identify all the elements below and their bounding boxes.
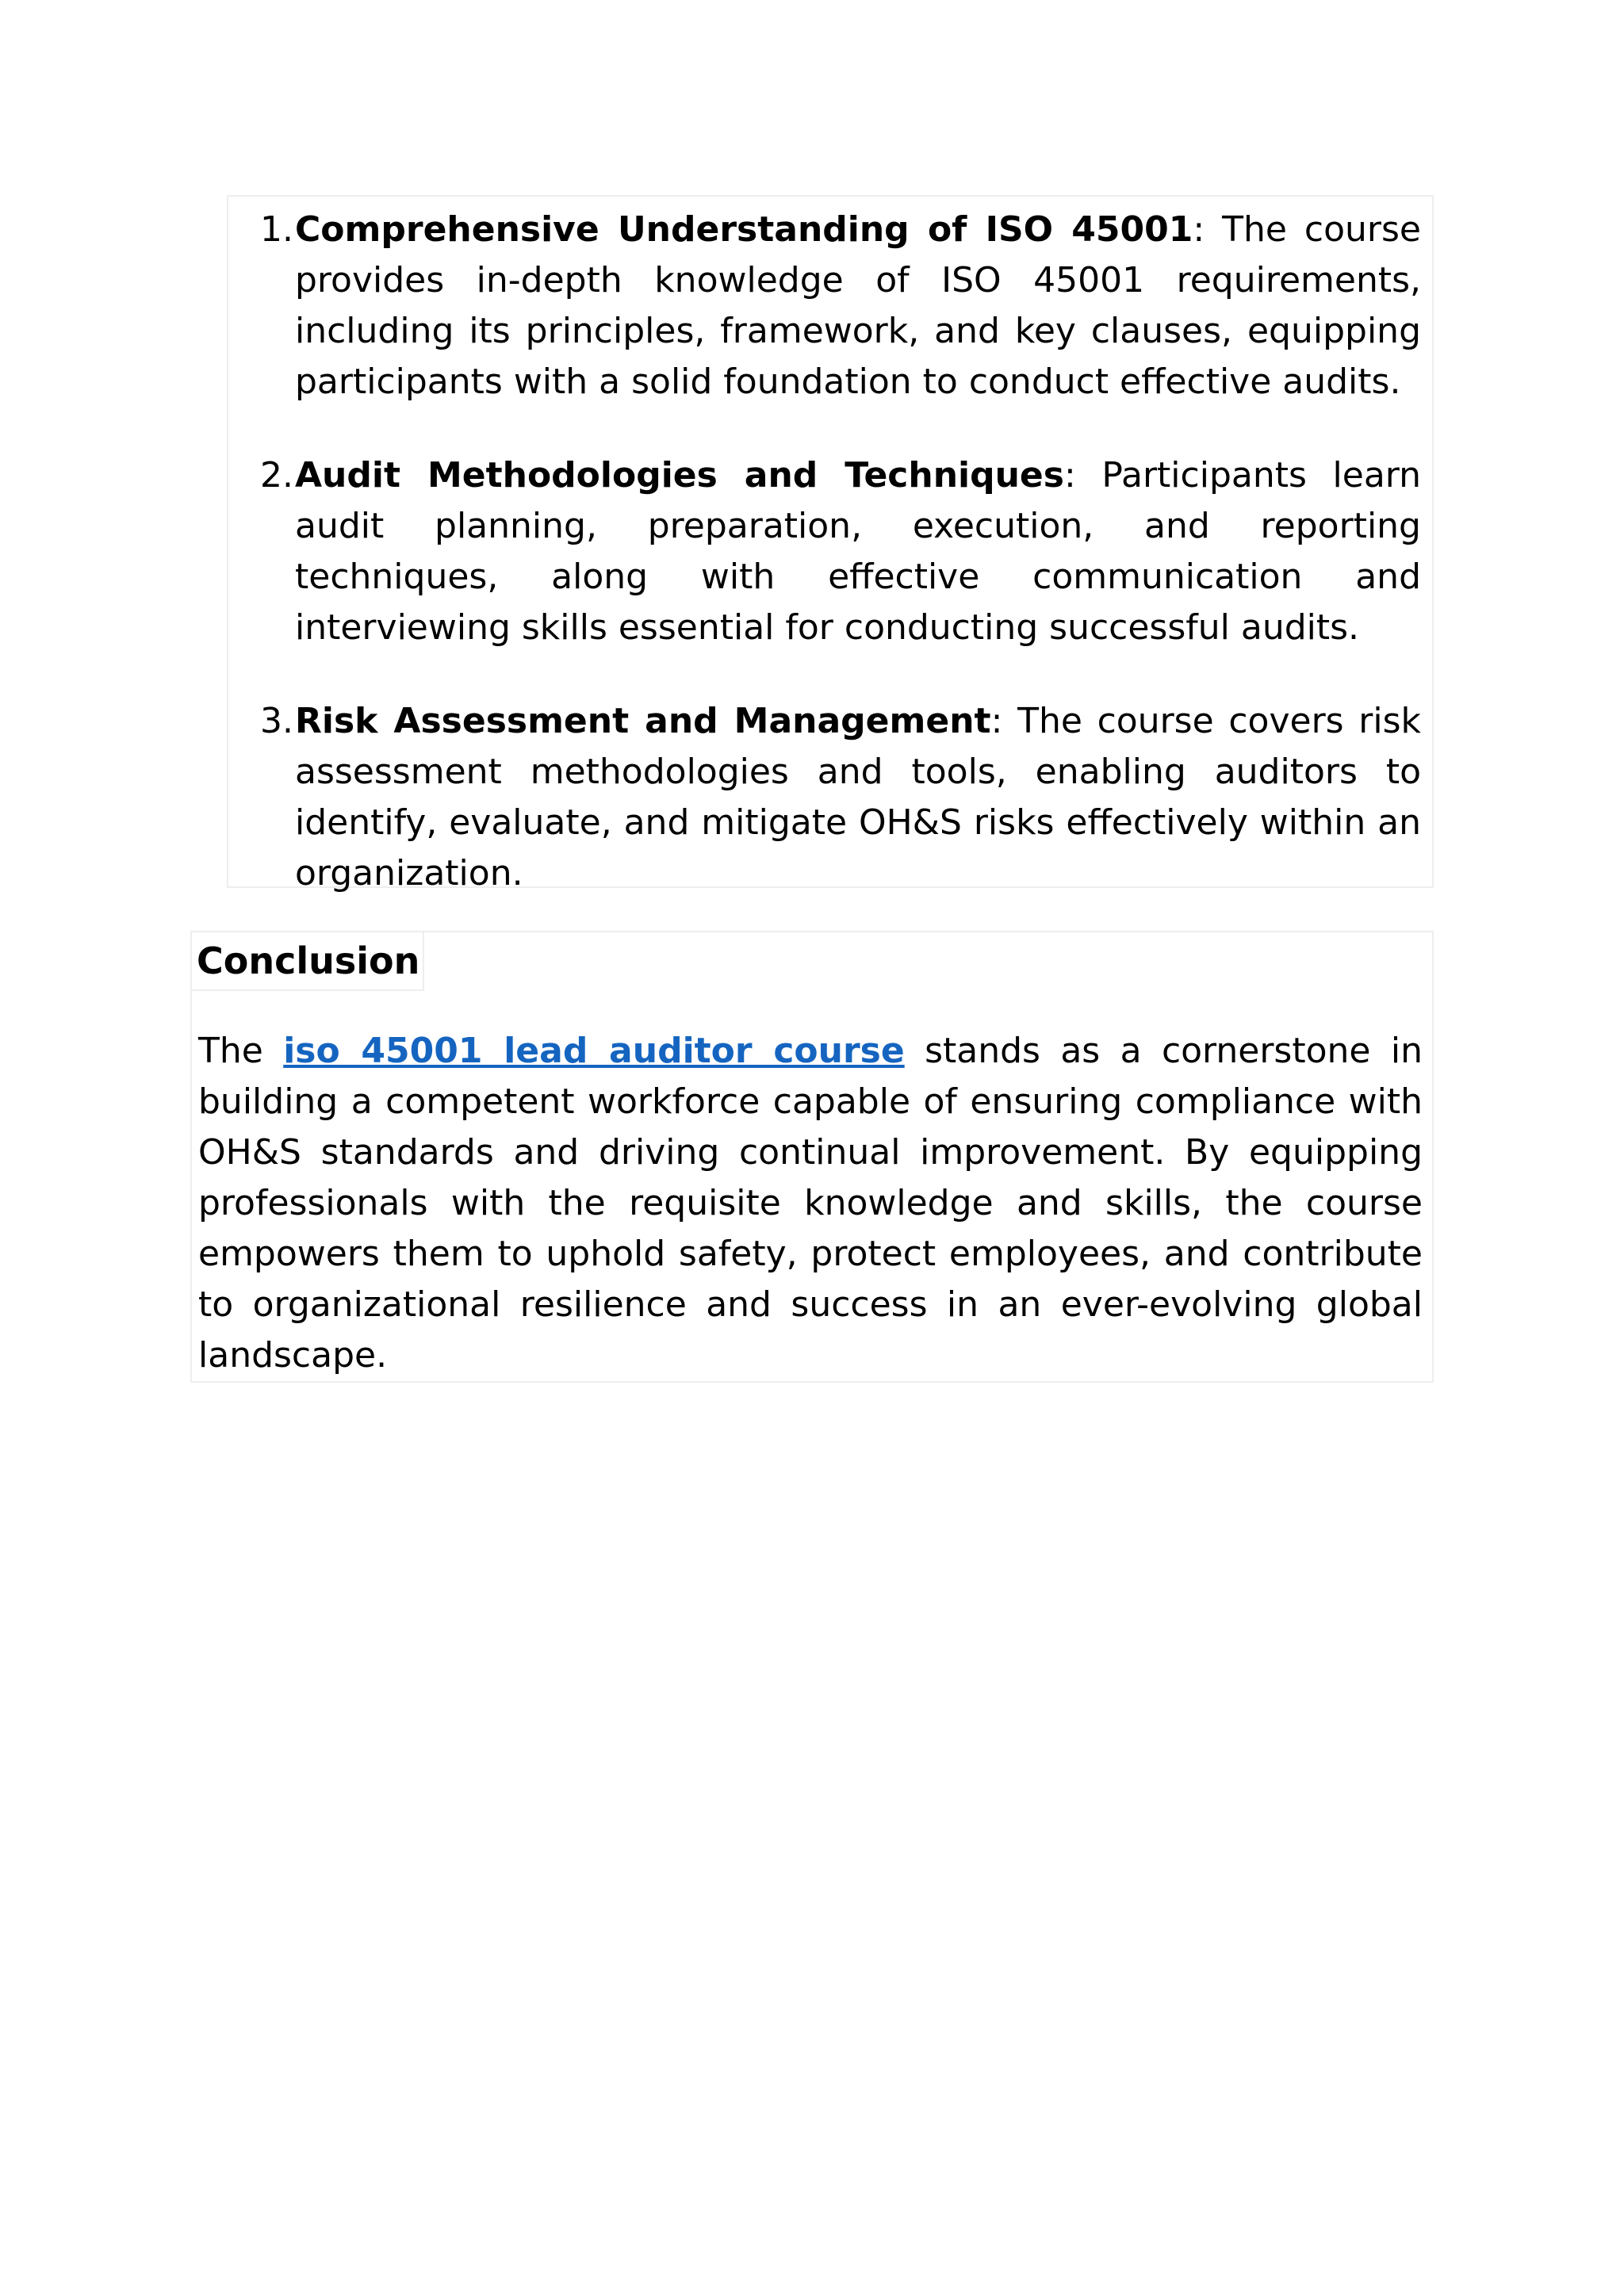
conclusion-intro: The [198, 1031, 284, 1071]
list-item-number: 2. [260, 455, 293, 496]
list-item-description: : The course covers risk assessment methodologies and tools, enabling auditors to identify, evaluate, and mitigate OH&S risks effectively within an organization. [295, 701, 1421, 894]
benefits-list [227, 195, 1434, 894]
list-item-text [295, 205, 1421, 408]
list-item-description: : Participants learn audit planning, preparation, execution, and reporting techniques, along with effective communication and interviewing skills essential for conducting successful audits. [295, 455, 1421, 648]
list-item-text [295, 450, 1421, 653]
conclusion-section [190, 931, 1434, 1383]
list-item-title: Risk Assessment and Management [295, 701, 991, 741]
list-item-number: 3. [260, 701, 293, 741]
course-link[interactable]: iso 45001 lead auditor course [283, 1031, 905, 1071]
list-item-text [295, 696, 1421, 899]
conclusion-heading: Conclusion [192, 932, 424, 991]
conclusion-body-text: stands as a cornerstone in building a competent workforce capable of ensuring compliance with OH&S standards and driving continual improvement. By equipping professionals with the requisite knowledge and skills, the course empowers them to uphold safety, protect employees, and contribute to organizational resilience and success in an ever-evolving global landscape. [198, 1031, 1423, 1376]
conclusion-paragraph [198, 1026, 1423, 1381]
list-item-description: : The course provides in-depth knowledge of ISO 45001 requirements, including its principles, framework, and key clauses, equipping participants with a solid foundation to conduct effective audits. [295, 209, 1421, 402]
list-item-title: Comprehensive Understanding of ISO 45001 [295, 209, 1193, 250]
list-item-number: 1. [260, 209, 293, 250]
list-item-title: Audit Methodologies and Techniques [295, 455, 1064, 496]
